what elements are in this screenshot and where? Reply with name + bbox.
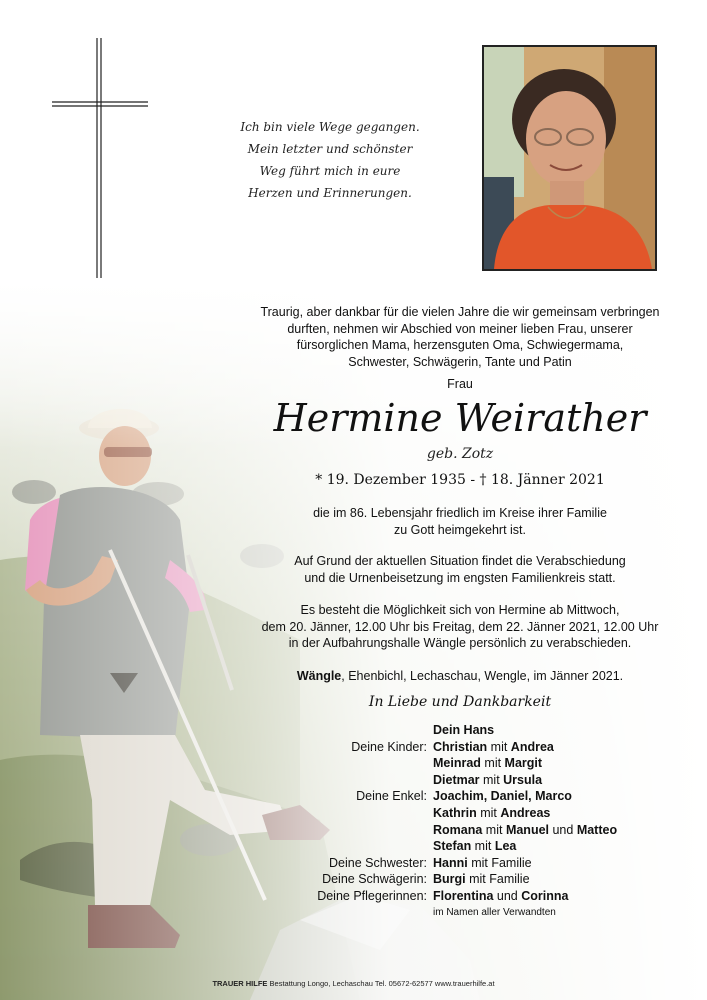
family-members: [433, 888, 568, 905]
family-label: Deine Enkel:: [356, 789, 427, 804]
family-connector: und: [493, 888, 522, 903]
intro-line: Schwester, Schwägerin, Tante und Patin: [348, 354, 572, 369]
family-member-name: Andreas: [500, 805, 551, 820]
family-member-name: Joachim, Daniel, Marco: [433, 789, 572, 804]
passing-text: [220, 505, 700, 538]
family-row: [0, 855, 707, 872]
place-date: [220, 668, 700, 685]
farewell-line: dem 20. Jänner, 12.00 Uhr bis Freitag, dem 22. Jänner 2021, 12.00 Uhr: [261, 619, 659, 634]
salutation: Frau: [447, 377, 473, 391]
family-row: [0, 722, 707, 739]
poem-line: Weg führt mich in eure: [259, 164, 401, 178]
family-connector: und: [549, 822, 577, 837]
family-connector: mit Familie: [467, 855, 532, 870]
family-row: [0, 905, 707, 922]
family-members: [433, 739, 554, 756]
family-member-name: Ursula: [503, 772, 543, 787]
intro-line: durften, nehmen wir Abschied von meiner lieben Frau, unserer: [287, 321, 633, 336]
family-connector: mit: [479, 772, 504, 787]
family-member-name: Christian: [433, 739, 488, 754]
intro-text: [220, 304, 700, 370]
thanks-line: In Liebe und Dankbarkeit: [368, 694, 552, 710]
farewell-text: [220, 602, 700, 652]
birth-name: geb. Zotz: [426, 446, 494, 462]
family-members: [433, 905, 556, 922]
poem: [215, 116, 445, 204]
family-members: [433, 755, 542, 772]
family-members: [433, 722, 494, 739]
family-connector: mit: [480, 756, 505, 771]
family-row: [0, 739, 707, 756]
family-member-name: Dein Hans: [433, 723, 495, 737]
family-row: [0, 805, 707, 822]
family-label: Deine Schwester:: [329, 855, 427, 870]
family-row: [0, 871, 707, 888]
cross-icon: [50, 36, 150, 281]
family-member-name: Burgi: [433, 872, 466, 887]
family-member-name: Corinna: [521, 888, 569, 903]
family-member-name: Florentina: [433, 888, 494, 903]
ceremony-line: Auf Grund der aktuellen Situation findet die Verabschiedung: [294, 554, 626, 568]
family-member-name: Meinrad: [433, 756, 481, 771]
family-member-name: Stefan: [433, 839, 472, 854]
intro-line: Traurig, aber dankbar für die vielen Jahre die wir gemeinsam verbringen: [260, 305, 660, 319]
footer: [0, 979, 707, 988]
family-members: [433, 838, 516, 855]
family-member-name: Dietmar: [433, 772, 480, 787]
family-connector: mit Familie: [465, 872, 530, 887]
family-member-name: Margit: [504, 756, 543, 771]
passing-line: die im 86. Lebensjahr friedlich im Kreise ihrer Familie: [313, 506, 607, 520]
place-bold: Wängle: [296, 669, 342, 683]
family-label: Deine Schwägerin:: [322, 872, 427, 887]
family-label: Deine Kinder:: [351, 739, 427, 754]
family-connector: im Namen aller Verwandten: [433, 906, 556, 918]
poem-line: Ich bin viele Wege gegangen.: [240, 120, 420, 134]
family-connector: mit: [482, 822, 506, 837]
footer-text: Bestattung Longo, Lechaschau Tel. 05672-62577 www.trauerhilfe.at: [267, 979, 495, 988]
family-row: [0, 822, 707, 839]
family-member-name: Romana: [433, 822, 483, 837]
farewell-line: Es besteht die Möglichkeit sich von Hermine ab Mittwoch,: [300, 603, 620, 617]
poem-line: Mein letzter und schönster: [247, 142, 413, 156]
family-member-name: Kathrin: [433, 805, 477, 820]
deceased-name: Hermine Weirather: [273, 396, 647, 440]
family-members: [433, 772, 542, 789]
family-member-name: Andrea: [510, 739, 554, 754]
family-row: [0, 755, 707, 772]
family-member-name: Hanni: [433, 855, 468, 870]
farewell-line: in der Aufbahrungshalle Wängle persönlich zu verabschieden.: [288, 636, 632, 650]
intro-line: fürsorglichen Mama, herzensguten Oma, Schwiegermama,: [296, 338, 624, 352]
portrait-photo: [482, 45, 657, 271]
family-connector: mit: [476, 805, 501, 820]
family-connector: mit: [487, 739, 511, 754]
family-member-name: Manuel: [505, 822, 549, 837]
family-member-name: Matteo: [576, 822, 618, 837]
family-members: [433, 822, 617, 839]
footer-brand: TRAUER HILFE: [212, 979, 268, 988]
life-dates: * 19. Dezember 1935 - † 18. Jänner 2021: [315, 472, 605, 488]
family-member-name: Lea: [494, 839, 517, 854]
poem-line: Herzen und Erinnerungen.: [248, 186, 412, 200]
place-rest: , Ehenbichl, Lechaschau, Wengle, im Jänner 2021.: [341, 669, 624, 683]
family-members: [433, 805, 550, 822]
family-row: [0, 838, 707, 855]
family-members: [433, 871, 530, 888]
family-row: [0, 772, 707, 789]
passing-line: zu Gott heimgekehrt ist.: [393, 522, 526, 537]
family-list: [0, 722, 707, 921]
family-connector: mit: [471, 839, 495, 854]
ceremony-text: [220, 553, 700, 586]
family-members: [433, 855, 532, 872]
family-members: [433, 788, 572, 805]
ceremony-line: und die Urnenbeisetzung im engsten Familienkreis statt.: [304, 570, 616, 585]
family-label: Deine Pflegerinnen:: [317, 888, 427, 903]
family-row: [0, 788, 707, 805]
family-row: [0, 888, 707, 905]
